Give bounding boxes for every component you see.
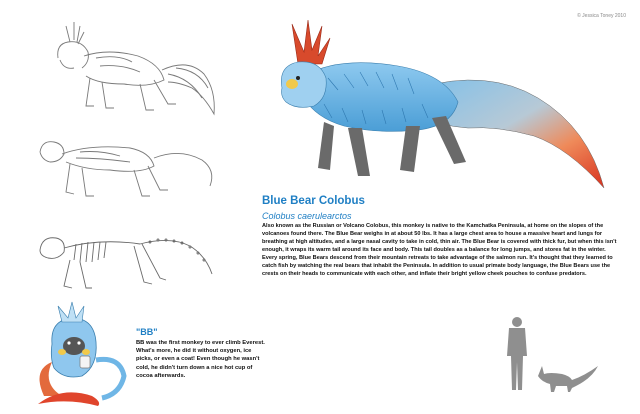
bb-character-illustration — [32, 300, 132, 408]
monkey-scale-silhouette — [536, 364, 600, 394]
bb-description: BB was the first monkey to ever climb Everest. What's more, he did it without oxygen, ice picks, or even a coat! Even though he wasn't cold, he didn't turn down a nice hot cup of cocoa afterwards. — [136, 340, 265, 379]
human-scale-silhouette — [504, 316, 530, 392]
sketch-musculature — [30, 130, 220, 210]
species-title: Blue Bear Colobus — [262, 195, 365, 207]
sketch-skeleton — [30, 222, 230, 302]
scientific-name: Colobus caerulearctos — [262, 211, 352, 221]
bb-title: "BB" — [136, 327, 158, 337]
sketch-furred-monkey — [28, 18, 228, 128]
copyright-notice: © Jessica Toney 2010 — [577, 13, 626, 19]
blue-bear-colobus-illustration — [268, 18, 618, 196]
species-description: Also known as the Russian or Volcano Colobus, this monkey is native to the Kamchatka Peninsula, at home on the slopes of the volcanoes found there. The Blue Bear weighs in at about 50 lbs. It has a large chest area to house a massive heart and lungs for breathing at high altitudes, and a large nasal cavity to take in cold, thin air. The Blue Bear is covered with thick fur, but when this isn't enough, it wraps its warm tail around its face and body. This tail doubles as a balance for long jumps, and stores fat in the winter. Every spring, Blue Bears descend from their mountain retreats to take advantage of the salmon run. It's thought that they learned to catch fish by watching the real bears that inhabit the Peninsula. In addition to usual primate body language, the Blue Bears use the crests on their heads to communicate with each other, and inflate their bright yellow cheek pouches to confuse predators. — [262, 223, 617, 278]
